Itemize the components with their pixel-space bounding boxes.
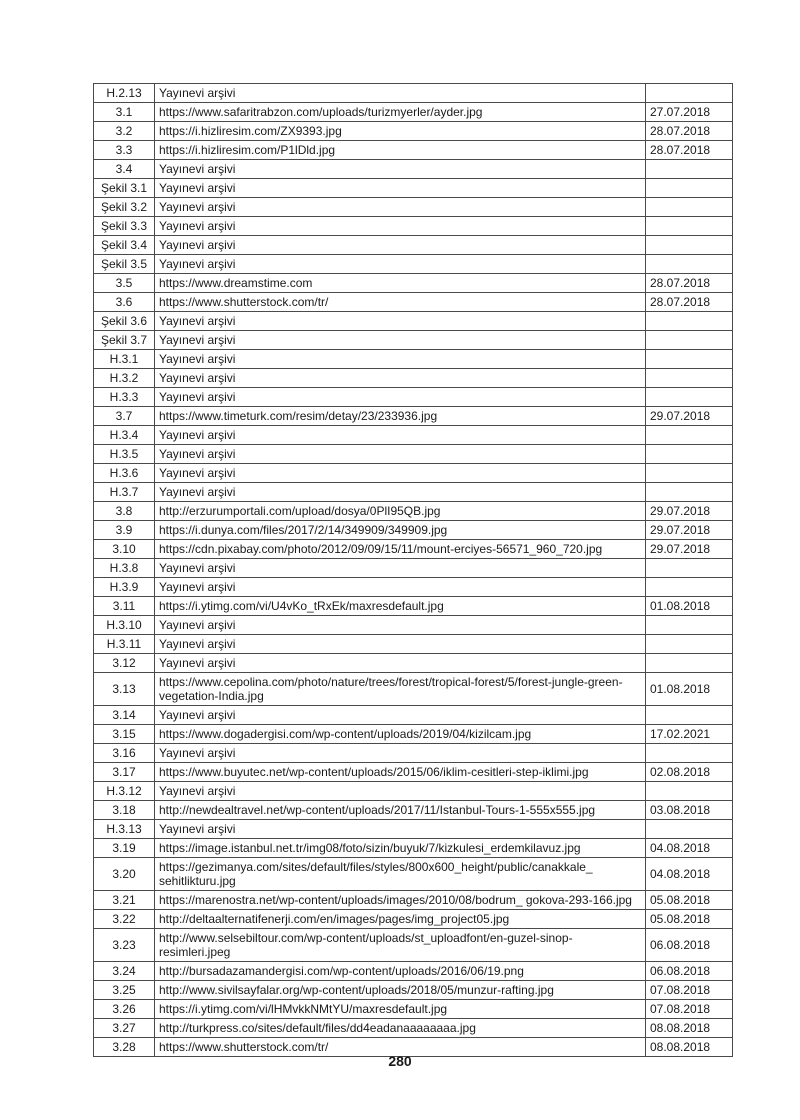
access-date-cell: 29.07.2018 bbox=[646, 502, 733, 521]
access-date-cell: 02.08.2018 bbox=[646, 763, 733, 782]
figure-id-cell: 3.28 bbox=[94, 1038, 155, 1057]
source-cell: Yayınevi arşivi bbox=[155, 350, 646, 369]
source-cell: https://www.timeturk.com/resim/detay/23/233936.jpg bbox=[155, 407, 646, 426]
access-date-cell bbox=[646, 706, 733, 725]
figure-id-cell: H.2.13 bbox=[94, 84, 155, 103]
source-cell: Yayınevi arşivi bbox=[155, 198, 646, 217]
source-cell: Yayınevi arşivi bbox=[155, 160, 646, 179]
source-cell: https://gezimanya.com/sites/default/files/styles/800x600_height/public/canakkale_ sehitlikturu.jpg bbox=[155, 858, 646, 891]
source-cell: Yayınevi arşivi bbox=[155, 255, 646, 274]
access-date-cell bbox=[646, 616, 733, 635]
source-cell: Yayınevi arşivi bbox=[155, 388, 646, 407]
source-cell: https://www.safaritrabzon.com/uploads/turizmyerler/ayder.jpg bbox=[155, 103, 646, 122]
figure-id-cell: Şekil 3.5 bbox=[94, 255, 155, 274]
table-row bbox=[94, 293, 733, 312]
table-row bbox=[94, 744, 733, 763]
access-date-cell bbox=[646, 483, 733, 502]
source-cell: https://www.shutterstock.com/tr/ bbox=[155, 293, 646, 312]
figure-id-cell: 3.11 bbox=[94, 597, 155, 616]
table-row bbox=[94, 782, 733, 801]
source-cell: http://deltaalternatifenerji.com/en/images/pages/img_project05.jpg bbox=[155, 910, 646, 929]
access-date-cell bbox=[646, 84, 733, 103]
access-date-cell bbox=[646, 369, 733, 388]
figure-id-cell: H.3.12 bbox=[94, 782, 155, 801]
table-row bbox=[94, 236, 733, 255]
image-sources-table bbox=[93, 83, 733, 1057]
table-row bbox=[94, 616, 733, 635]
table-row bbox=[94, 763, 733, 782]
access-date-cell: 06.08.2018 bbox=[646, 929, 733, 962]
table-row bbox=[94, 725, 733, 744]
figure-id-cell: H.3.11 bbox=[94, 635, 155, 654]
access-date-cell: 05.08.2018 bbox=[646, 910, 733, 929]
figure-id-cell: H.3.13 bbox=[94, 820, 155, 839]
source-cell: https://cdn.pixabay.com/photo/2012/09/09/15/11/mount-erciyes-56571_960_720.jpg bbox=[155, 540, 646, 559]
source-cell: https://www.dogadergisi.com/wp-content/uploads/2019/04/kizilcam.jpg bbox=[155, 725, 646, 744]
access-date-cell bbox=[646, 445, 733, 464]
table-row bbox=[94, 445, 733, 464]
access-date-cell: 08.08.2018 bbox=[646, 1038, 733, 1057]
source-cell: http://erzurumportali.com/upload/dosya/0PlI95QB.jpg bbox=[155, 502, 646, 521]
table-row bbox=[94, 255, 733, 274]
access-date-cell: 29.07.2018 bbox=[646, 540, 733, 559]
source-cell: Yayınevi arşivi bbox=[155, 616, 646, 635]
table-row bbox=[94, 578, 733, 597]
figure-id-cell: 3.8 bbox=[94, 502, 155, 521]
figure-id-cell: H.3.8 bbox=[94, 559, 155, 578]
source-cell: Yayınevi arşivi bbox=[155, 744, 646, 763]
access-date-cell: 08.08.2018 bbox=[646, 1019, 733, 1038]
access-date-cell: 28.07.2018 bbox=[646, 274, 733, 293]
table-row bbox=[94, 820, 733, 839]
figure-id-cell: 3.9 bbox=[94, 521, 155, 540]
source-cell: Yayınevi arşivi bbox=[155, 179, 646, 198]
figure-id-cell: Şekil 3.3 bbox=[94, 217, 155, 236]
figure-id-cell: 3.6 bbox=[94, 293, 155, 312]
figure-id-cell: 3.26 bbox=[94, 1000, 155, 1019]
table-row bbox=[94, 839, 733, 858]
figure-id-cell: H.3.6 bbox=[94, 464, 155, 483]
figure-id-cell: 3.12 bbox=[94, 654, 155, 673]
table-row bbox=[94, 962, 733, 981]
figure-id-cell: H.3.3 bbox=[94, 388, 155, 407]
source-cell: Yayınevi arşivi bbox=[155, 782, 646, 801]
access-date-cell: 05.08.2018 bbox=[646, 891, 733, 910]
figure-id-cell: H.3.10 bbox=[94, 616, 155, 635]
access-date-cell: 29.07.2018 bbox=[646, 521, 733, 540]
access-date-cell bbox=[646, 635, 733, 654]
source-cell: Yayınevi arşivi bbox=[155, 369, 646, 388]
source-cell: Yayınevi arşivi bbox=[155, 84, 646, 103]
table-row bbox=[94, 858, 733, 891]
access-date-cell bbox=[646, 198, 733, 217]
source-cell: Yayınevi arşivi bbox=[155, 635, 646, 654]
source-cell: https://image.istanbul.net.tr/img08/foto/sizin/buyuk/7/kizkulesi_erdemkilavuz.jpg bbox=[155, 839, 646, 858]
source-cell: Yayınevi arşivi bbox=[155, 578, 646, 597]
source-cell: https://www.dreamstime.com bbox=[155, 274, 646, 293]
access-date-cell bbox=[646, 350, 733, 369]
access-date-cell: 27.07.2018 bbox=[646, 103, 733, 122]
table-body bbox=[94, 84, 733, 1057]
table-row bbox=[94, 654, 733, 673]
source-cell: https://i.hizliresim.com/ZX9393.jpg bbox=[155, 122, 646, 141]
figure-id-cell: 3.23 bbox=[94, 929, 155, 962]
access-date-cell: 17.02.2021 bbox=[646, 725, 733, 744]
figure-id-cell: H.3.7 bbox=[94, 483, 155, 502]
table-row bbox=[94, 891, 733, 910]
figure-id-cell: H.3.4 bbox=[94, 426, 155, 445]
source-cell: https://www.shutterstock.com/tr/ bbox=[155, 1038, 646, 1057]
source-cell: https://i.dunya.com/files/2017/2/14/349909/349909.jpg bbox=[155, 521, 646, 540]
figure-id-cell: 3.24 bbox=[94, 962, 155, 981]
table-row bbox=[94, 464, 733, 483]
figure-id-cell: Şekil 3.4 bbox=[94, 236, 155, 255]
access-date-cell bbox=[646, 559, 733, 578]
source-cell: http://bursadazamandergisi.com/wp-content/uploads/2016/06/19.png bbox=[155, 962, 646, 981]
page-content bbox=[93, 83, 729, 1057]
figure-id-cell: 3.17 bbox=[94, 763, 155, 782]
access-date-cell bbox=[646, 312, 733, 331]
source-cell: Yayınevi arşivi bbox=[155, 483, 646, 502]
table-row bbox=[94, 483, 733, 502]
source-cell: Yayınevi arşivi bbox=[155, 236, 646, 255]
table-row bbox=[94, 981, 733, 1000]
figure-id-cell: 3.19 bbox=[94, 839, 155, 858]
table-row bbox=[94, 597, 733, 616]
table-row bbox=[94, 910, 733, 929]
access-date-cell bbox=[646, 160, 733, 179]
figure-id-cell: 3.21 bbox=[94, 891, 155, 910]
table-row bbox=[94, 350, 733, 369]
source-cell: https://i.ytimg.com/vi/lHMvkkNMtYU/maxresdefault.jpg bbox=[155, 1000, 646, 1019]
source-cell: Yayınevi arşivi bbox=[155, 445, 646, 464]
table-row bbox=[94, 1000, 733, 1019]
table-row bbox=[94, 103, 733, 122]
table-row bbox=[94, 198, 733, 217]
access-date-cell: 07.08.2018 bbox=[646, 1000, 733, 1019]
source-cell: https://www.cepolina.com/photo/nature/trees/forest/tropical-forest/5/forest-jungle-green-vegetation-India.jpg bbox=[155, 673, 646, 706]
table-row bbox=[94, 369, 733, 388]
access-date-cell bbox=[646, 820, 733, 839]
table-row bbox=[94, 635, 733, 654]
figure-id-cell: 3.15 bbox=[94, 725, 155, 744]
figure-id-cell: 3.25 bbox=[94, 981, 155, 1000]
access-date-cell bbox=[646, 388, 733, 407]
access-date-cell bbox=[646, 217, 733, 236]
access-date-cell bbox=[646, 236, 733, 255]
source-cell: http://www.sivilsayfalar.org/wp-content/uploads/2018/05/munzur-rafting.jpg bbox=[155, 981, 646, 1000]
source-cell: https://i.hizliresim.com/P1lDld.jpg bbox=[155, 141, 646, 160]
figure-id-cell: Şekil 3.7 bbox=[94, 331, 155, 350]
table-row bbox=[94, 388, 733, 407]
source-cell: Yayınevi arşivi bbox=[155, 331, 646, 350]
table-row bbox=[94, 407, 733, 426]
figure-id-cell: H.3.2 bbox=[94, 369, 155, 388]
source-cell: Yayınevi arşivi bbox=[155, 426, 646, 445]
source-cell: http://turkpress.co/sites/default/files/dd4eadanaaaaaaaa.jpg bbox=[155, 1019, 646, 1038]
table-row bbox=[94, 1019, 733, 1038]
table-row bbox=[94, 559, 733, 578]
table-row bbox=[94, 673, 733, 706]
table-row bbox=[94, 312, 733, 331]
source-cell: https://marenostra.net/wp-content/uploads/images/2010/08/bodrum_ gokova-293-166.jpg bbox=[155, 891, 646, 910]
access-date-cell: 04.08.2018 bbox=[646, 858, 733, 891]
access-date-cell: 03.08.2018 bbox=[646, 801, 733, 820]
access-date-cell: 04.08.2018 bbox=[646, 839, 733, 858]
access-date-cell: 06.08.2018 bbox=[646, 962, 733, 981]
access-date-cell: 28.07.2018 bbox=[646, 293, 733, 312]
figure-id-cell: H.3.5 bbox=[94, 445, 155, 464]
table-row bbox=[94, 426, 733, 445]
table-row bbox=[94, 274, 733, 293]
figure-id-cell: 3.27 bbox=[94, 1019, 155, 1038]
source-cell: Yayınevi arşivi bbox=[155, 312, 646, 331]
access-date-cell bbox=[646, 782, 733, 801]
figure-id-cell: H.3.1 bbox=[94, 350, 155, 369]
table-row bbox=[94, 217, 733, 236]
figure-id-cell: Şekil 3.6 bbox=[94, 312, 155, 331]
source-cell: Yayınevi arşivi bbox=[155, 464, 646, 483]
access-date-cell bbox=[646, 578, 733, 597]
figure-id-cell: 3.5 bbox=[94, 274, 155, 293]
access-date-cell: 29.07.2018 bbox=[646, 407, 733, 426]
table-row bbox=[94, 521, 733, 540]
table-row bbox=[94, 122, 733, 141]
source-cell: Yayınevi arşivi bbox=[155, 559, 646, 578]
table-row bbox=[94, 706, 733, 725]
access-date-cell: 07.08.2018 bbox=[646, 981, 733, 1000]
figure-id-cell: 3.4 bbox=[94, 160, 155, 179]
page-number: 280 bbox=[388, 1053, 412, 1069]
access-date-cell: 01.08.2018 bbox=[646, 597, 733, 616]
figure-id-cell: 3.14 bbox=[94, 706, 155, 725]
table-row bbox=[94, 141, 733, 160]
table-row bbox=[94, 179, 733, 198]
source-cell: http://www.selsebiltour.com/wp-content/uploads/st_uploadfont/en-guzel-sinop-resimleri.jpeg bbox=[155, 929, 646, 962]
table-row bbox=[94, 502, 733, 521]
access-date-cell: 28.07.2018 bbox=[646, 122, 733, 141]
access-date-cell bbox=[646, 255, 733, 274]
figure-id-cell: 3.10 bbox=[94, 540, 155, 559]
figure-id-cell: 3.13 bbox=[94, 673, 155, 706]
figure-id-cell: Şekil 3.2 bbox=[94, 198, 155, 217]
figure-id-cell: 3.20 bbox=[94, 858, 155, 891]
figure-id-cell: 3.1 bbox=[94, 103, 155, 122]
access-date-cell bbox=[646, 426, 733, 445]
source-cell: Yayınevi arşivi bbox=[155, 706, 646, 725]
access-date-cell: 28.07.2018 bbox=[646, 141, 733, 160]
table-row bbox=[94, 929, 733, 962]
table-row bbox=[94, 84, 733, 103]
source-cell: Yayınevi arşivi bbox=[155, 820, 646, 839]
figure-id-cell: Şekil 3.1 bbox=[94, 179, 155, 198]
table-row bbox=[94, 160, 733, 179]
figure-id-cell: 3.22 bbox=[94, 910, 155, 929]
source-cell: Yayınevi arşivi bbox=[155, 217, 646, 236]
access-date-cell bbox=[646, 464, 733, 483]
access-date-cell bbox=[646, 331, 733, 350]
table-row bbox=[94, 801, 733, 820]
source-cell: https://i.ytimg.com/vi/U4vKo_tRxEk/maxresdefault.jpg bbox=[155, 597, 646, 616]
figure-id-cell: 3.18 bbox=[94, 801, 155, 820]
figure-id-cell: 3.2 bbox=[94, 122, 155, 141]
table-row bbox=[94, 331, 733, 350]
access-date-cell bbox=[646, 179, 733, 198]
figure-id-cell: 3.7 bbox=[94, 407, 155, 426]
figure-id-cell: 3.3 bbox=[94, 141, 155, 160]
source-cell: https://www.buyutec.net/wp-content/uploads/2015/06/iklim-cesitleri-step-iklimi.jpg bbox=[155, 763, 646, 782]
access-date-cell bbox=[646, 744, 733, 763]
source-cell: http://newdealtravel.net/wp-content/uploads/2017/11/Istanbul-Tours-1-555x555.jpg bbox=[155, 801, 646, 820]
table-row bbox=[94, 540, 733, 559]
figure-id-cell: 3.16 bbox=[94, 744, 155, 763]
source-cell: Yayınevi arşivi bbox=[155, 654, 646, 673]
access-date-cell: 01.08.2018 bbox=[646, 673, 733, 706]
access-date-cell bbox=[646, 654, 733, 673]
figure-id-cell: H.3.9 bbox=[94, 578, 155, 597]
